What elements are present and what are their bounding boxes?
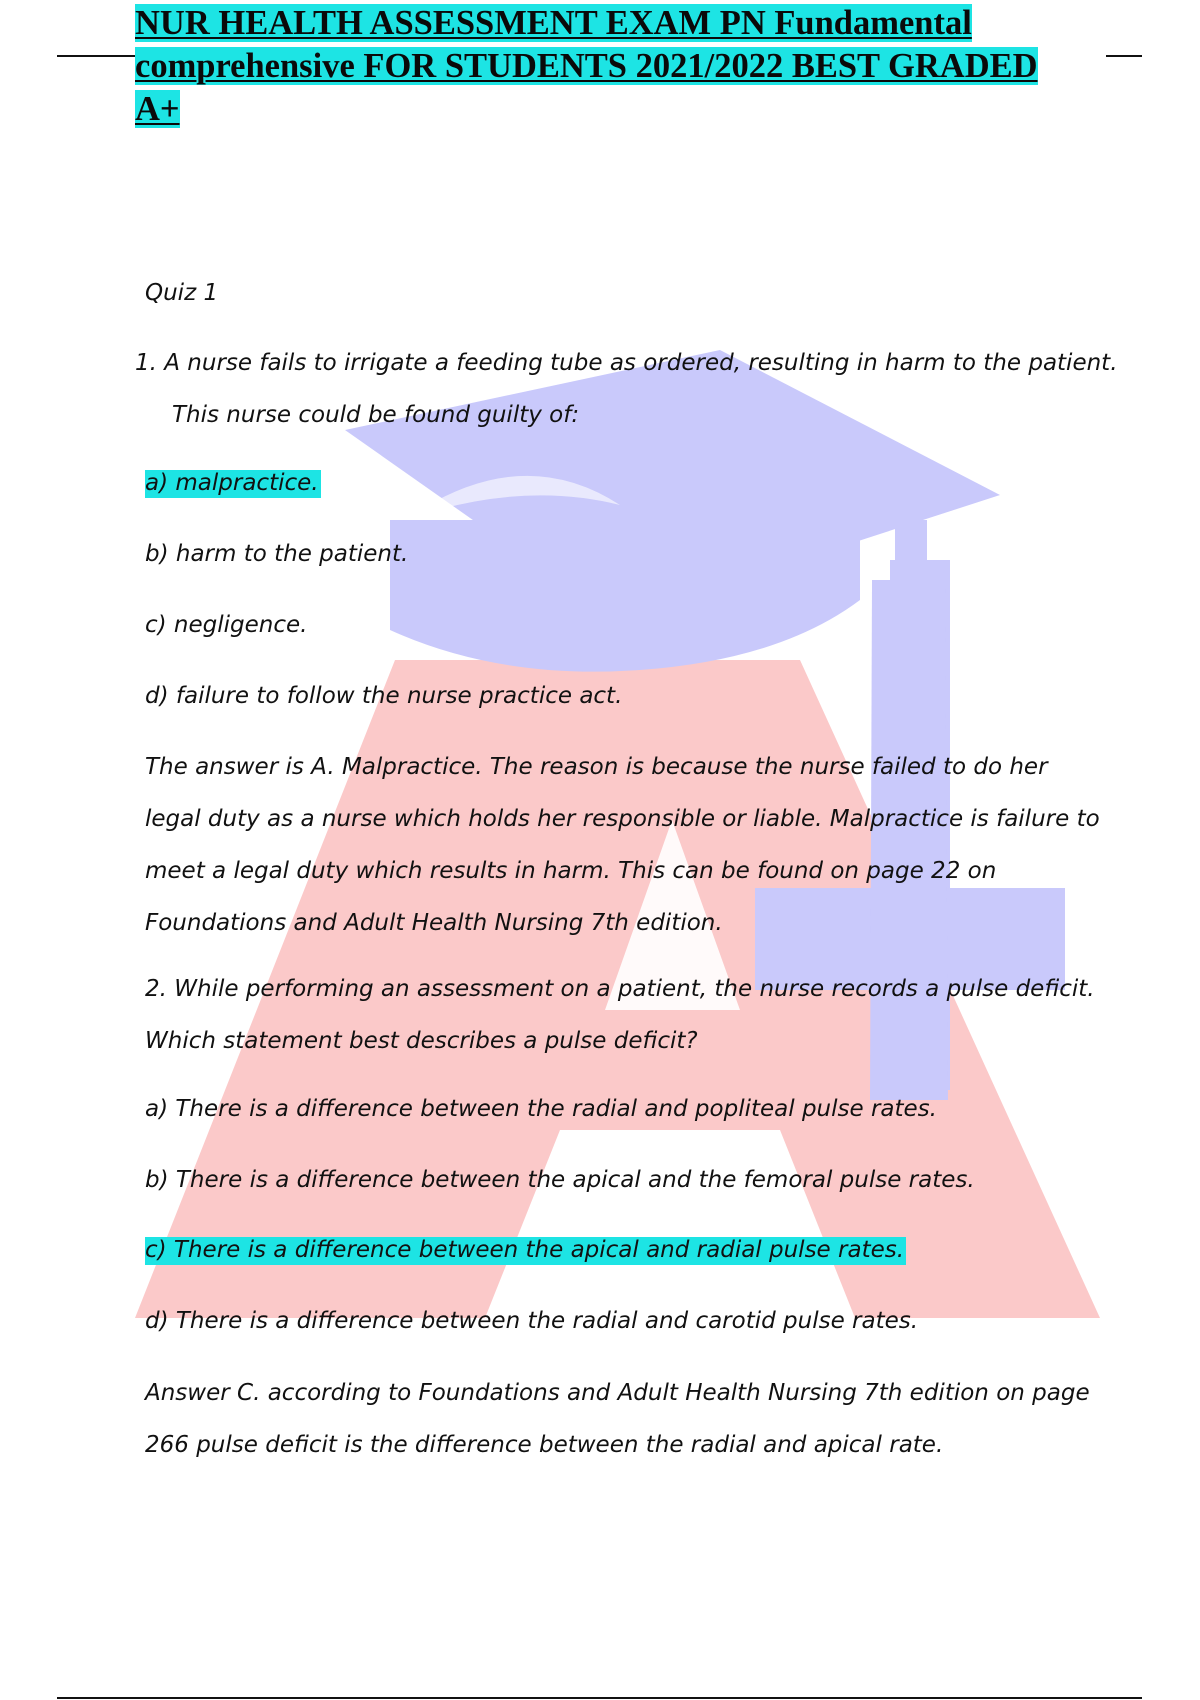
question-2-explanation: Answer C. according to Foundations and Adult Health Nursing 7th edition on page 266 pulse deficit is the difference between the radial and apical rate. bbox=[145, 1380, 1090, 1458]
question-1-option-b: b) harm to the patient. bbox=[145, 541, 409, 567]
question-1-stem-line-2: This nurse could be found guilty of: bbox=[172, 402, 580, 428]
question-1-stem-line-1: 1. A nurse fails to irrigate a feeding tube as ordered, resulting in harm to the patient. bbox=[135, 350, 1118, 376]
question-1-option-d: d) failure to follow the nurse practice act. bbox=[145, 683, 623, 709]
quiz-label: Quiz 1 bbox=[145, 280, 219, 306]
question-2-option-d: d) There is a difference between the radial and carotid pulse rates. bbox=[145, 1308, 919, 1334]
question-1-option-a: a) malpractice. bbox=[145, 470, 319, 496]
question-2-option-c: c) There is a difference between the apical and radial pulse rates. bbox=[145, 1237, 905, 1263]
question-1-option-c: c) negligence. bbox=[145, 612, 308, 638]
question-1-explanation: The answer is A. Malpractice. The reason is because the nurse failed to do her legal duty as a nurse which holds her responsible or liable. Malpractice is failure to meet a legal duty which results in harm. This can be found on page 22 on Foundations and Adult Health Nursing 7th edition. bbox=[145, 754, 1100, 936]
header-rule-left bbox=[57, 55, 137, 57]
question-2-stem: 2. While performing an assessment on a patient, the nurse records a pulse deficit. Which statement best describes a pulse deficit? bbox=[145, 976, 1095, 1054]
header-rule-right bbox=[1106, 55, 1142, 57]
document-title-text: NUR HEALTH ASSESSMENT EXAM PN Fundamental comprehensive FOR STUDENTS 2021/2022 BEST GRADED A+ bbox=[135, 4, 1038, 128]
footer-rule bbox=[57, 1697, 1142, 1699]
question-2-option-a: a) There is a difference between the radial and popliteal pulse rates. bbox=[145, 1096, 937, 1122]
question-2-option-b: b) There is a difference between the apical and the femoral pulse rates. bbox=[145, 1167, 975, 1193]
document-title bbox=[135, 2, 1065, 131]
